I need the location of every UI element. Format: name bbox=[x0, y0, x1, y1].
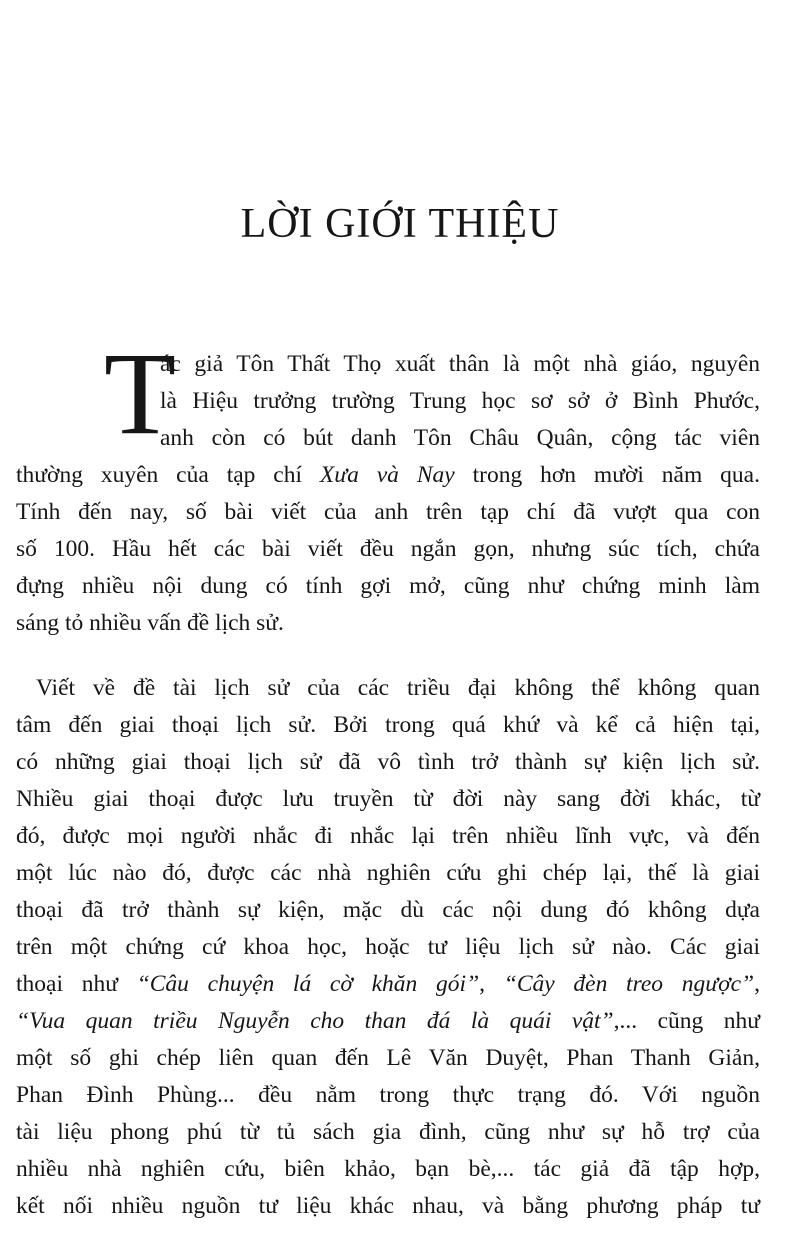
text-line: số 100. Hầu hết các bài viết đều ngắn gọn, nhưng súc tích, chứa bbox=[16, 536, 760, 562]
text-line bbox=[16, 1003, 760, 1040]
text-line: kết nối nhiều nguồn tư liệu khác nhau, và bằng phương pháp tư bbox=[16, 1193, 760, 1219]
body-text bbox=[16, 328, 760, 1225]
drop-cap: T bbox=[104, 328, 177, 459]
quoted-anecdote: “Vua quan triều Nguyễn cho than đá là quái vật” bbox=[16, 1008, 614, 1034]
text-line: ác giả Tôn Thất Thọ xuất thân là một nhà giáo, nguyên bbox=[160, 351, 760, 377]
text-span: thường xuyên của tạp chí bbox=[16, 462, 320, 488]
quoted-anecdote: “Câu chuyện lá cờ khăn gói” bbox=[136, 971, 480, 997]
text-line: Tính đến nay, số bài viết của anh trên tạp chí đã vượt qua con bbox=[16, 499, 760, 525]
text-line bbox=[16, 966, 760, 1003]
text-line: là Hiệu trưởng trường Trung học sơ sở ở Bình Phước, bbox=[160, 388, 760, 414]
text-line: thoại đã trở thành sự kiện, mặc dù các nội dung đó không dựa bbox=[16, 897, 760, 923]
paragraph-2 bbox=[16, 670, 760, 1225]
text-line: đựng nhiều nội dung có tính gợi mở, cũng như chứng minh làm bbox=[16, 573, 760, 599]
text-line: trên một chứng cứ khoa học, hoặc tư liệu lịch sử nào. Các giai bbox=[16, 934, 760, 960]
text-line: tài liệu phong phú từ tủ sách gia đình, cũng như sự hỗ trợ của bbox=[16, 1119, 760, 1145]
text-line: anh còn có bút danh Tôn Châu Quân, cộng tác viên bbox=[160, 425, 760, 451]
text-line: một lúc nào đó, được các nhà nghiên cứu ghi chép lại, thế là giai bbox=[16, 860, 760, 886]
text-line: đó, được mọi người nhắc đi nhắc lại trên nhiều lĩnh vực, và đến bbox=[16, 823, 760, 849]
journal-title: Xưa và Nay bbox=[319, 462, 455, 488]
text-span: , bbox=[754, 971, 760, 997]
page-title: LỜI GIỚI THIỆU bbox=[240, 201, 560, 247]
text-line: sáng tỏ nhiều vấn đề lịch sử. bbox=[16, 610, 284, 636]
text-line: có những giai thoại lịch sử đã vô tình trở thành sự kiện lịch sử. bbox=[16, 749, 760, 775]
text-span: ,... cũng như bbox=[613, 1008, 760, 1034]
paragraph-gap bbox=[104, 642, 760, 670]
quoted-anecdote: “Cây đèn treo ngược” bbox=[503, 971, 755, 997]
text-span: trong hơn mười năm qua. bbox=[454, 462, 760, 488]
text-line: Phan Đình Phùng... đều nằm trong thực trạng đó. Với nguồn bbox=[16, 1082, 760, 1108]
text-span: thoại như bbox=[16, 971, 137, 997]
text-line: Nhiều giai thoại được lưu truyền từ đời này sang đời khác, từ bbox=[16, 786, 760, 812]
paragraph-1 bbox=[16, 328, 760, 642]
text-line: Viết về đề tài lịch sử của các triều đại không thể không quan bbox=[36, 675, 760, 701]
text-line: nhiều nhà nghiên cứu, biên khảo, bạn bè,... tác giả đã tập hợp, bbox=[16, 1156, 760, 1182]
text-line: tâm đến giai thoại lịch sử. Bởi trong quá khứ và kể cả hiện tại, bbox=[16, 712, 760, 738]
text-span: , bbox=[479, 971, 504, 997]
text-line bbox=[16, 457, 760, 494]
text-line: một số ghi chép liên quan đến Lê Văn Duyệt, Phan Thanh Giản, bbox=[16, 1045, 760, 1071]
